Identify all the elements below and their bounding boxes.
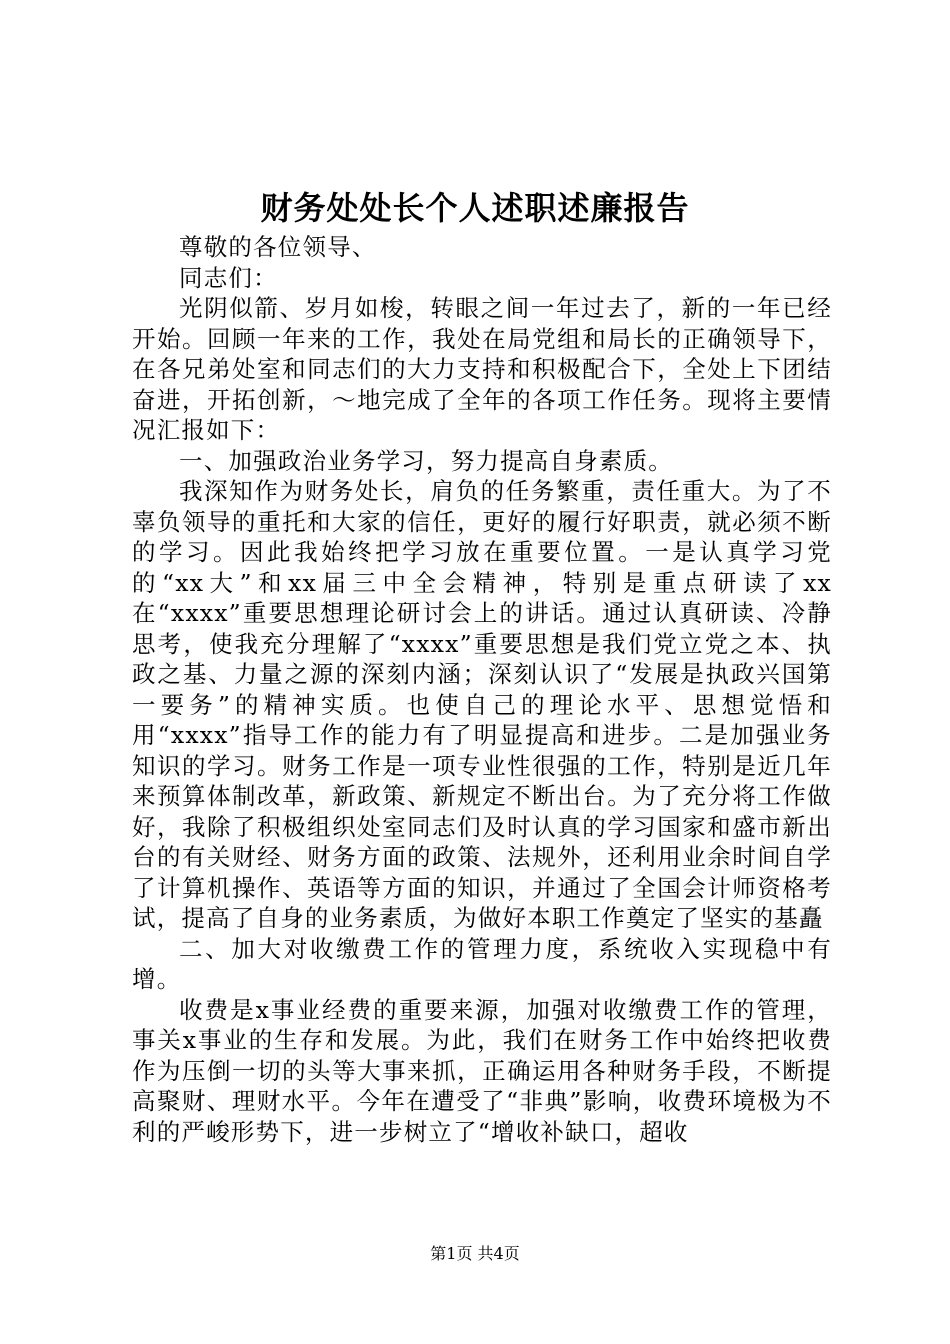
section-heading-2: 二、加大对收缴费工作的管理力度，系统收入实现稳中有增。 — [132, 934, 832, 993]
intro-paragraph: 光阴似箭、岁月如梭，转眼之间一年过去了，新的一年已经开始。回顾一年来的工作，我处在局党组和局长的正确领导下，在各兄弟处室和同志们的大力支持和积极配合下，全处上下团结奋进，开拓创新，～地完成了全年的各项工作任务。现将主要情况汇报如下： — [132, 294, 832, 444]
section-heading-1: 一、加强政治业务学习，努力提高自身素质。 — [179, 446, 673, 475]
salutation-line-2: 同志们： — [179, 263, 278, 292]
document-body — [132, 232, 832, 1147]
page-number-footer: 第1页 共4页 — [430, 1244, 520, 1263]
section-1-paragraph: 我深知作为财务处长，肩负的任务繁重，责任重大。为了不辜负领导的重托和大家的信任，更好的履行好职责，就必须不断的学习。因此我始终把学习放在重要位置。一是认真学习党的“xx大”和xx届三中全会精神，特别是重点研读了xx在“xxxx”重要思想理论研讨会上的讲话。通过认真研读、冷静思考，使我充分理解了“xxxx”重要思想是我们党立党之本、执政之基、力量之源的深刻内涵；深刻认识了“发展是执政兴国第一要务”的精神实质。也使自己的理论水平、思想觉悟和用“xxxx”指导工作的能力有了明显提高和进步。二是加强业务知识的学习。财务工作是一项专业性很强的工作，特别是近几年来预算体制改革，新政策、新规定不断出台。为了充分将工作做好，我除了积极组织处室同志们及时认真的学习国家和盛市新出台的有关财经、财务方面的政策、法规外，还利用业余时间自学了计算机操作、英语等方面的知识，并通过了全国会计师资格考试，提高了自身的业务素质，为做好本职工作奠定了坚实的基矗 — [132, 477, 832, 932]
document-title: 财务处处长个人述职述廉报告 — [260, 189, 690, 227]
salutation-line-1: 尊敬的各位领导、 — [179, 233, 377, 261]
section-2-paragraph: 收费是x事业经费的重要来源，加强对收缴费工作的管理，事关x事业的生存和发展。为此，我们在财务工作中始终把收费作为压倒一切的头等大事来抓，正确运用各种财务手段，不断提高聚财、理财水平。今年在遭受了“非典”影响，收费环境极为不利的严峻形势下，进一步树立了“增收补缺口，超收 — [132, 995, 832, 1146]
